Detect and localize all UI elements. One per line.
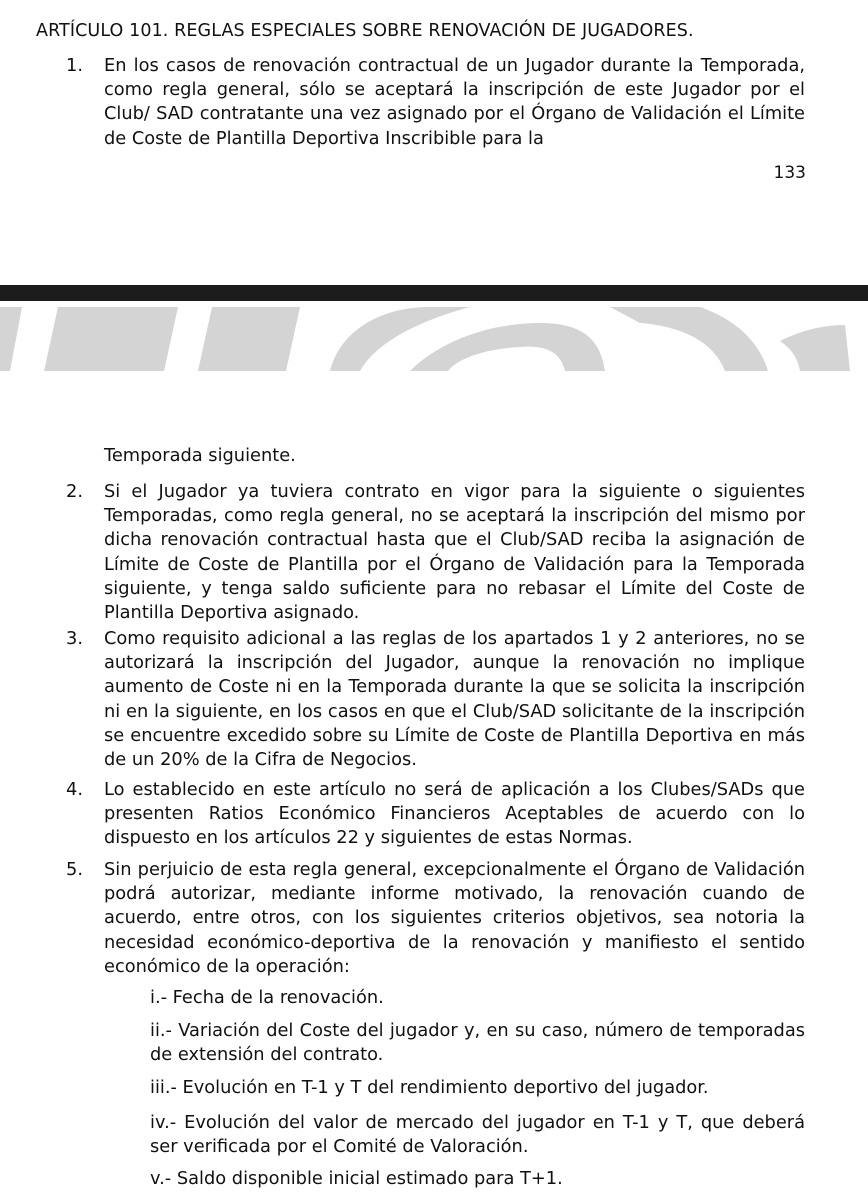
criterion-iii: iii.- Evolución en T-1 y T del rendimiento deportivo del jugador. [150, 1077, 709, 1098]
item-2-text: Si el Jugador ya tuviera contrato en vigor para la siguiente o siguientes Temporadas, como regla general, no se aceptará la inscripción del mismo por dicha renovación contractual hasta que el Club/SAD reciba la asignación de Límite de Coste de Plantilla por el Órgano de Validación para la Temporada siguiente, y tenga saldo suficiente para no rebasar el Límite del Coste de Plantilla Deportiva asignado. [104, 481, 805, 624]
criterion-v: v.- Saldo disponible inicial estimado para T+1. [150, 1168, 563, 1189]
item-3-text: Como requisito adicional a las reglas de los apartados 1 y 2 anteriores, no se autorizará la inscripción del Jugador, aunque la renovación no implique aumento de Coste ni en la Temporada durante la que se solicita la inscripción ni en la siguiente, en los casos en que el Club/SAD solicitante de la inscripción se encuentre excedido sobre su Límite de Coste de Plantilla Deportiva en más de un 20% de la Cifra de Negocios. [104, 628, 805, 771]
item-1-number: 1. [66, 55, 83, 76]
item-5-number: 5. [66, 859, 83, 880]
item-3-number: 3. [66, 628, 83, 649]
page-top [0, 0, 868, 285]
item-5-text: Sin perjuicio de esta regla general, excepcionalmente el Órgano de Validación podrá autorizar, mediante informe motivado, la renovación cuando de acuerdo, entre otros, con los siguientes criterios objetivos, sea notoria la necesidad económico-deportiva de la renovación y manifiesto el sentido económico de la operación: [104, 859, 805, 977]
criterion-iv: iv.- Evolución del valor de mercado del jugador en T-1 y T, que deberá ser verificada por el Comité de Valoración. [150, 1112, 805, 1158]
article-heading: ARTÍCULO 101. REGLAS ESPECIALES SOBRE RENOVACIÓN DE JUGADORES. [36, 21, 694, 41]
item-1-text-part2: Temporada siguiente. [104, 445, 296, 466]
page-number: 133 [773, 163, 806, 183]
item-4-text: Lo establecido en este artículo no será de aplicación a los Clubes/SADs que presenten Ratios Económico Financieros Aceptables de acuerdo con lo dispuesto en los artículos 22 y siguientes de estas Normas. [104, 779, 805, 849]
criterion-ii: ii.- Variación del Coste del jugador y, en su caso, número de temporadas de extensión del contrato. [150, 1020, 805, 1066]
criterion-i: i.- Fecha de la renovación. [150, 987, 384, 1008]
item-4-number: 4. [66, 779, 83, 800]
item-2-number: 2. [66, 481, 83, 502]
item-1-text-part1: En los casos de renovación contractual de un Jugador durante la Temporada, como regla general, sólo se aceptará la inscripción de este Jugador por el Club/ SAD contratante una vez asignado por el Órgano de Validación el Límite de Coste de Plantilla Deportiva Inscribible para la [104, 55, 805, 149]
page-separator [0, 285, 868, 301]
watermark-logo [0, 301, 868, 371]
